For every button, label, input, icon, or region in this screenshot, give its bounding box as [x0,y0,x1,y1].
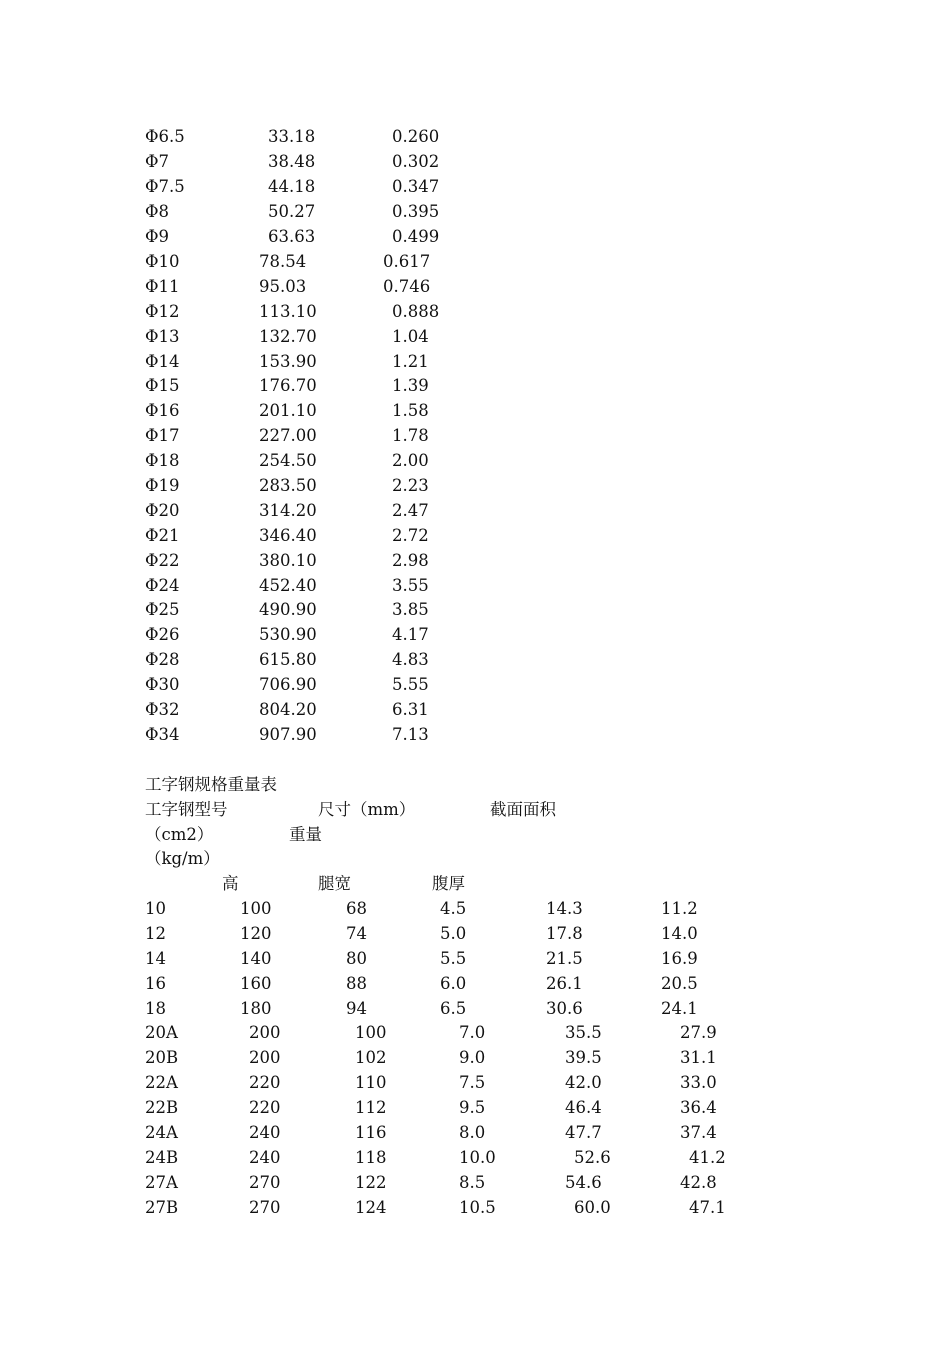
rebar-area: 254.50 [259,451,317,470]
rebar-weight: 3.85 [392,600,429,619]
ibeam-area: 47.7 [565,1123,602,1142]
rebar-diameter: Φ18 [145,451,180,470]
ibeam-flange-width: 68 [346,899,367,918]
ibeam-flange-width: 80 [346,949,367,968]
ibeam-web-thickness: 8.0 [459,1123,486,1142]
ibeam-web-thickness: 10.0 [459,1148,496,1167]
rebar-diameter: Φ11 [145,277,180,296]
ibeam-height: 240 [249,1123,281,1142]
rebar-area: 78.54 [259,252,307,271]
section-title: 工字钢规格重量表 [145,775,277,794]
rebar-diameter: Φ13 [145,327,180,346]
table-row [0,1198,726,1358]
rebar-area: 132.70 [259,327,317,346]
rebar-weight: 0.347 [392,177,440,196]
ibeam-area: 17.8 [546,924,583,943]
ibeam-model: 18 [145,999,166,1018]
ibeam-web-thickness: 5.0 [440,924,467,943]
ibeam-area: 14.3 [546,899,583,918]
rebar-area: 706.90 [259,675,317,694]
rebar-area: 95.03 [259,277,307,296]
rebar-diameter: Φ10 [145,252,180,271]
rebar-weight: 2.72 [392,526,429,545]
ibeam-web-thickness: 9.0 [459,1048,486,1067]
rebar-diameter: Φ20 [145,501,180,520]
ibeam-model: 22B [145,1098,179,1117]
ibeam-web-thickness: 5.5 [440,949,467,968]
rebar-diameter: Φ26 [145,625,180,644]
rebar-area: 176.70 [259,376,317,395]
ibeam-area: 54.6 [565,1173,602,1192]
rebar-area: 907.90 [259,725,317,744]
ibeam-area: 39.5 [565,1048,602,1067]
rebar-diameter: Φ16 [145,401,180,420]
rebar-weight: 1.78 [392,426,429,445]
ibeam-flange-width: 88 [346,974,367,993]
subheader-flange-width: 腿宽 [318,874,351,893]
rebar-weight: 5.55 [392,675,429,694]
ibeam-web-thickness: 6.5 [440,999,467,1018]
ibeam-height: 180 [240,999,272,1018]
rebar-diameter: Φ6.5 [145,127,185,146]
rebar-diameter: Φ17 [145,426,180,445]
ibeam-web-thickness: 6.0 [440,974,467,993]
ibeam-height: 140 [240,949,272,968]
ibeam-weight: 37.4 [680,1123,717,1142]
rebar-area: 380.10 [259,551,317,570]
ibeam-weight: 11.2 [661,899,698,918]
rebar-diameter: Φ22 [145,551,180,570]
rebar-area: 63.63 [268,227,316,246]
ibeam-flange-width: 116 [355,1123,387,1142]
rebar-diameter: Φ15 [145,376,180,395]
ibeam-web-thickness: 4.5 [440,899,467,918]
rebar-weight: 2.47 [392,501,429,520]
ibeam-flange-width: 124 [355,1198,387,1217]
rebar-weight: 7.13 [392,725,429,744]
header-model: 工字钢型号 [145,800,228,819]
ibeam-web-thickness: 9.5 [459,1098,486,1117]
rebar-area: 33.18 [268,127,316,146]
rebar-weight: 2.23 [392,476,429,495]
rebar-diameter: Φ34 [145,725,180,744]
rebar-weight: 4.83 [392,650,429,669]
rebar-weight: 0.888 [392,302,440,321]
rebar-weight: 6.31 [392,700,429,719]
ibeam-area: 52.6 [574,1148,611,1167]
rebar-diameter: Φ30 [145,675,180,694]
ibeam-flange-width: 102 [355,1048,387,1067]
rebar-diameter: Φ32 [145,700,180,719]
rebar-weight: 1.58 [392,401,429,420]
rebar-area: 201.10 [259,401,317,420]
ibeam-weight: 36.4 [680,1098,717,1117]
ibeam-model: 20B [145,1048,179,1067]
ibeam-area: 46.4 [565,1098,602,1117]
ibeam-area: 26.1 [546,974,583,993]
rebar-area: 283.50 [259,476,317,495]
rebar-diameter: Φ7.5 [145,177,185,196]
rebar-weight: 1.04 [392,327,429,346]
rebar-diameter: Φ14 [145,352,180,371]
ibeam-weight: 14.0 [661,924,698,943]
ibeam-model: 27B [145,1198,179,1217]
rebar-diameter: Φ7 [145,152,170,171]
ibeam-height: 270 [249,1198,281,1217]
rebar-diameter: Φ25 [145,600,180,619]
ibeam-web-thickness: 10.5 [459,1198,496,1217]
ibeam-model: 16 [145,974,166,993]
rebar-diameter: Φ21 [145,526,180,545]
rebar-diameter: Φ8 [145,202,170,221]
ibeam-weight: 42.8 [680,1173,717,1192]
rebar-weight: 4.17 [392,625,429,644]
ibeam-model: 22A [145,1073,178,1092]
ibeam-height: 200 [249,1023,281,1042]
ibeam-weight: 47.1 [689,1198,726,1217]
ibeam-flange-width: 112 [355,1098,387,1117]
rebar-weight: 0.746 [383,277,431,296]
rebar-area: 50.27 [268,202,316,221]
ibeam-height: 270 [249,1173,281,1192]
ibeam-web-thickness: 8.5 [459,1173,486,1192]
rebar-weight: 0.302 [392,152,440,171]
ibeam-height: 160 [240,974,272,993]
ibeam-height: 220 [249,1098,281,1117]
rebar-area: 113.10 [259,302,317,321]
ibeam-flange-width: 118 [355,1148,387,1167]
rebar-diameter: Φ12 [145,302,180,321]
ibeam-height: 220 [249,1073,281,1092]
rebar-weight: 2.98 [392,551,429,570]
rebar-weight: 2.00 [392,451,429,470]
ibeam-model: 12 [145,924,166,943]
rebar-area: 314.20 [259,501,317,520]
header-area-unit: （cm2） [145,825,214,844]
rebar-weight: 0.260 [392,127,440,146]
header-area: 截面面积 [490,800,556,819]
rebar-area: 227.00 [259,426,317,445]
ibeam-height: 100 [240,899,272,918]
header-weight: 重量 [289,825,322,844]
ibeam-flange-width: 122 [355,1173,387,1192]
ibeam-weight: 41.2 [689,1148,726,1167]
rebar-weight: 1.21 [392,352,429,371]
ibeam-flange-width: 74 [346,924,367,943]
ibeam-flange-width: 94 [346,999,367,1018]
rebar-weight: 0.499 [392,227,440,246]
ibeam-weight: 33.0 [680,1073,717,1092]
rebar-diameter: Φ19 [145,476,180,495]
subheader-web-thickness: 腹厚 [432,874,465,893]
rebar-weight: 0.617 [383,252,431,271]
rebar-area: 530.90 [259,625,317,644]
rebar-area: 346.40 [259,526,317,545]
ibeam-height: 120 [240,924,272,943]
ibeam-weight: 20.5 [661,974,698,993]
rebar-weight: 1.39 [392,376,429,395]
rebar-area: 153.90 [259,352,317,371]
rebar-diameter: Φ9 [145,227,170,246]
ibeam-area: 60.0 [574,1198,611,1217]
ibeam-flange-width: 110 [355,1073,387,1092]
ibeam-weight: 24.1 [661,999,698,1018]
ibeam-weight: 16.9 [661,949,698,968]
ibeam-model: 20A [145,1023,178,1042]
ibeam-weight: 31.1 [680,1048,717,1067]
subheader-height: 高 [222,874,239,893]
header-weight-unit: （kg/m） [145,849,220,868]
ibeam-model: 24B [145,1148,179,1167]
ibeam-model: 27A [145,1173,178,1192]
rebar-area: 452.40 [259,576,317,595]
rebar-area: 804.20 [259,700,317,719]
ibeam-area: 30.6 [546,999,583,1018]
rebar-diameter: Φ28 [145,650,180,669]
ibeam-web-thickness: 7.0 [459,1023,486,1042]
ibeam-model: 10 [145,899,166,918]
ibeam-height: 240 [249,1148,281,1167]
header-size: 尺寸（mm） [318,800,416,819]
ibeam-height: 200 [249,1048,281,1067]
ibeam-web-thickness: 7.5 [459,1073,486,1092]
ibeam-model: 14 [145,949,166,968]
rebar-diameter: Φ24 [145,576,180,595]
rebar-weight: 0.395 [392,202,440,221]
ibeam-area: 21.5 [546,949,583,968]
rebar-weight: 3.55 [392,576,429,595]
rebar-area: 490.90 [259,600,317,619]
ibeam-area: 35.5 [565,1023,602,1042]
rebar-area: 38.48 [268,152,316,171]
rebar-area: 615.80 [259,650,317,669]
ibeam-model: 24A [145,1123,178,1142]
ibeam-flange-width: 100 [355,1023,387,1042]
ibeam-weight: 27.9 [680,1023,717,1042]
ibeam-area: 42.0 [565,1073,602,1092]
rebar-area: 44.18 [268,177,316,196]
